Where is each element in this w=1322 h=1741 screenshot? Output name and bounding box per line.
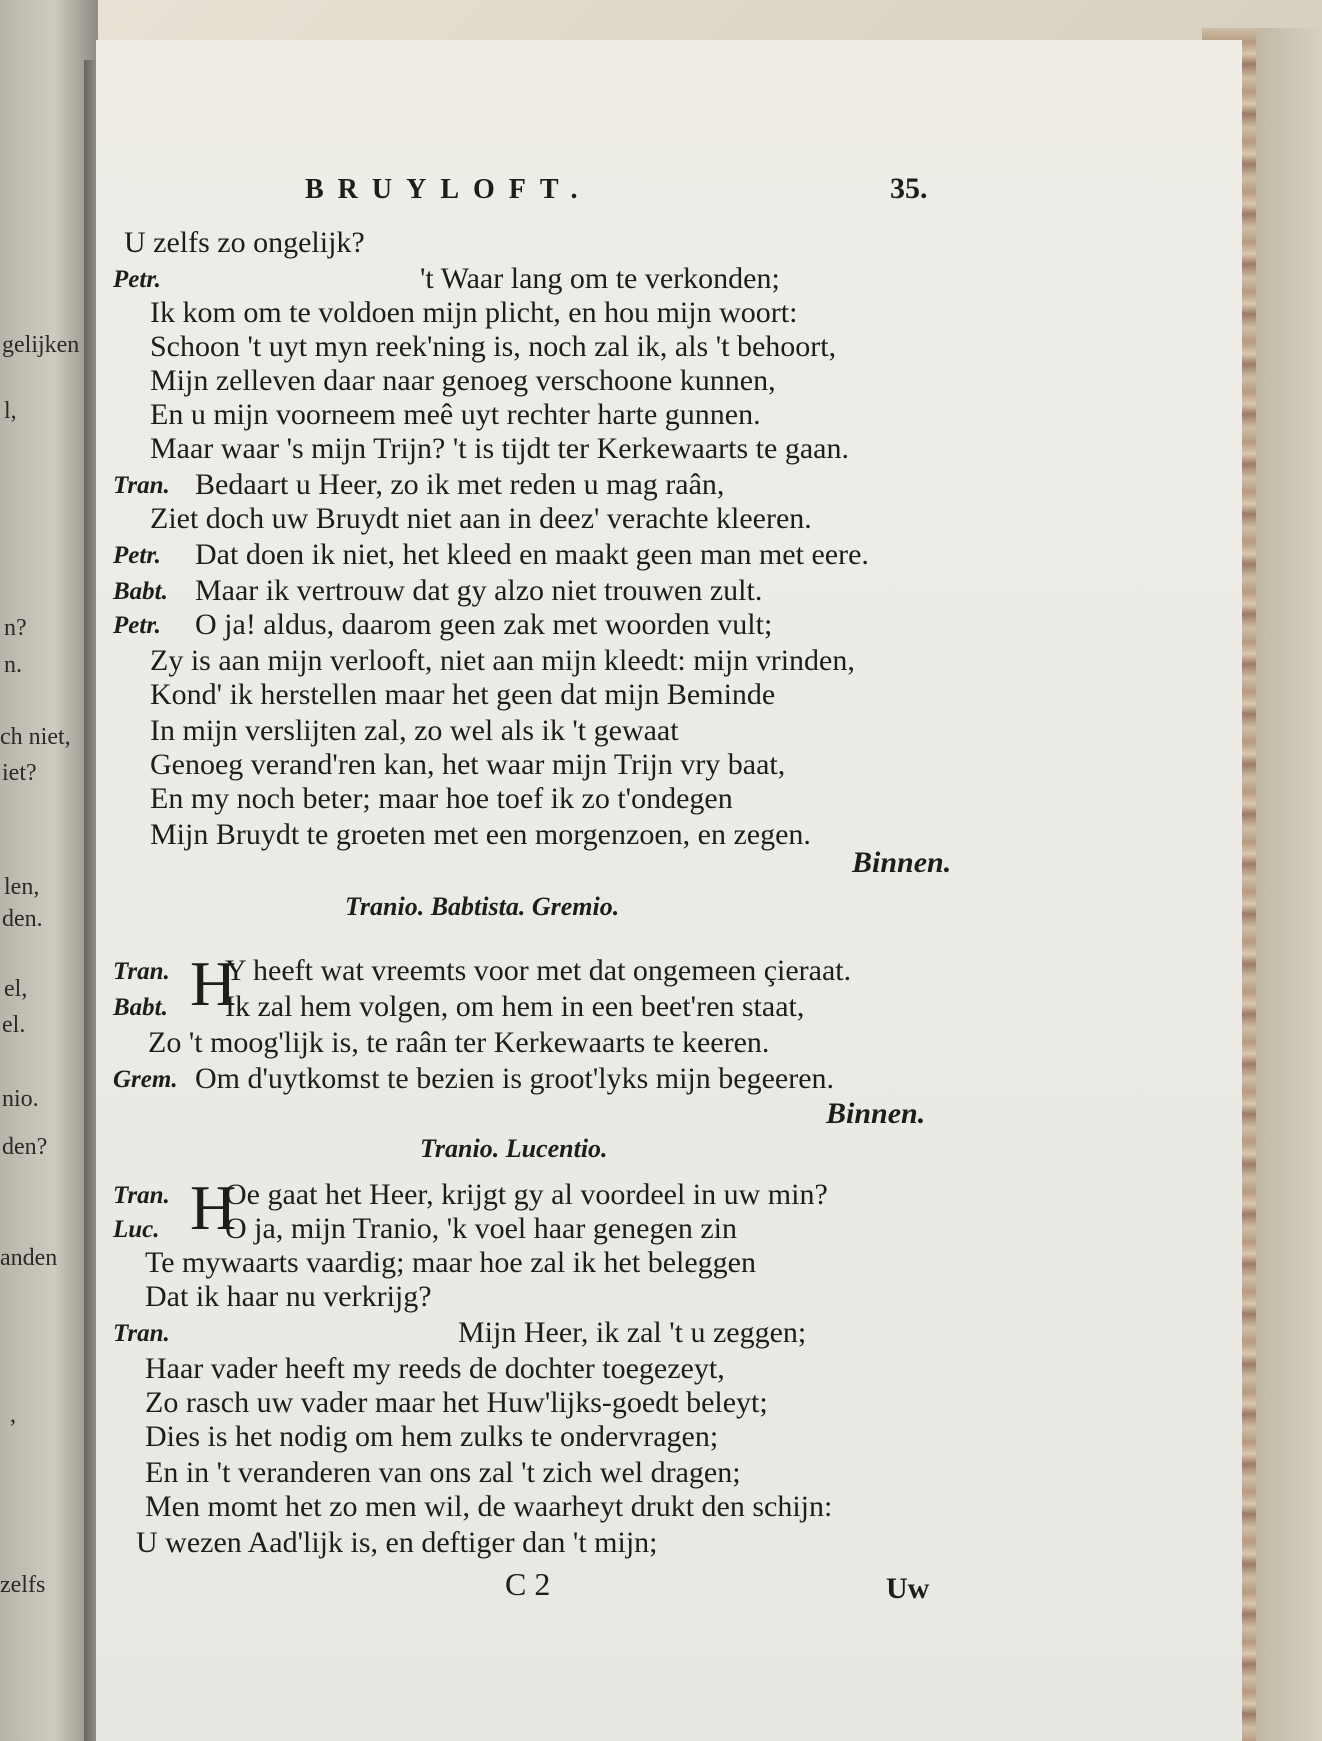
initial-capital: H	[190, 948, 237, 1019]
verse-line: Mijn Heer, ik zal 't u zeggen;	[458, 1316, 807, 1349]
left-fragment: anden	[0, 1245, 58, 1271]
catchword: Uw	[886, 1572, 930, 1605]
speaker-label: Babt.	[113, 578, 168, 605]
speaker-label: Petr.	[113, 542, 161, 569]
speaker-label: Luc.	[113, 1216, 160, 1243]
verse-line: Haar vader heeft my reeds de dochter toegezeyt,	[145, 1352, 725, 1385]
speaker-label: Babt.	[113, 994, 168, 1021]
verse-line: Men momt het zo men wil, de waarheyt drukt den schijn:	[145, 1490, 833, 1523]
verse-line: Maar waar 's mijn Trijn? 't is tijdt ter Kerkewaarts te gaan.	[150, 432, 849, 465]
verse-line: Dies is het nodig om hem zulks te ondervragen;	[145, 1420, 719, 1453]
signature-mark: C 2	[505, 1566, 551, 1602]
verse-line: En in 't veranderen van ons zal 't zich wel dragen;	[145, 1456, 741, 1489]
verse-line: Y heeft wat vreemts voor met dat ongemeen çieraat.	[225, 954, 852, 987]
verse-line: Zy is aan mijn verlooft, niet aan mijn kleedt: mijn vrinden,	[150, 644, 855, 677]
stage-direction-exit: Binnen.	[826, 1097, 926, 1130]
verse-line: Mijn zelleven daar naar genoeg verschoone kunnen,	[150, 364, 776, 397]
verse-line: Bedaart u Heer, zo ik met reden u mag raân,	[195, 468, 725, 501]
left-fragment: el,	[4, 976, 28, 1002]
left-fragment: den?	[2, 1134, 48, 1160]
verse-line: Zo 't moog'lijk is, te raân ter Kerkewaarts te keeren.	[148, 1026, 770, 1059]
verse-line: En u mijn voorneem meê uyt rechter harte gunnen.	[150, 398, 761, 431]
speaker-label: Grem.	[113, 1066, 178, 1093]
left-fragment: n.	[4, 652, 22, 678]
verse-line: Ik zal hem volgen, om hem in een beet'ren staat,	[225, 990, 805, 1023]
speaker-label: Petr.	[113, 266, 161, 293]
left-fragment: iet?	[2, 760, 37, 786]
speaker-label: Tran.	[113, 1182, 170, 1209]
left-fragment: len,	[4, 874, 40, 900]
scene-heading: Tranio. Babtista. Gremio.	[345, 892, 620, 921]
verse-line: 't Waar lang om te verkonden;	[420, 262, 780, 295]
left-fragment: l,	[4, 398, 17, 424]
verse-line: Genoeg verand'ren kan, het waar mijn Trijn vry baat,	[150, 748, 786, 781]
initial-capital: H	[190, 1172, 237, 1243]
scene-heading: Tranio. Lucentio.	[420, 1134, 608, 1163]
speaker-label: Petr.	[113, 612, 161, 639]
stage-direction-exit: Binnen.	[852, 846, 952, 879]
verse-line: Maar ik vertrouw dat gy alzo niet trouwen zult.	[195, 574, 763, 607]
verse-line: Te mywaarts vaardig; maar hoe zal ik het beleggen	[145, 1246, 756, 1279]
verse-line: In mijn verslijten zal, zo wel als ik 't gewaat	[150, 714, 679, 747]
speaker-label: Tran.	[113, 958, 170, 985]
verse-line: Dat ik haar nu verkrijg?	[145, 1280, 432, 1313]
verse-line: Dat doen ik niet, het kleed en maakt geen man met eere.	[195, 538, 869, 571]
page-number: 35.	[890, 172, 928, 205]
verse-line: Zo rasch uw vader maar het Huw'lijks-goedt beleyt;	[145, 1386, 768, 1419]
left-fragment: zelfs	[0, 1572, 46, 1598]
verse-line: Kond' ik herstellen maar het geen dat mijn Beminde	[150, 678, 776, 711]
verse-line: U zelfs zo ongelijk?	[124, 226, 365, 259]
verse-line: Schoon 't uyt myn reek'ning is, noch zal ik, als 't behoort,	[150, 330, 837, 363]
verse-line: U wezen Aad'lijk is, en deftiger dan 't mijn;	[136, 1526, 658, 1559]
verse-line: Mijn Bruydt te groeten met een morgenzoen, en zegen.	[150, 818, 811, 851]
verse-line: Om d'uytkomst te bezien is groot'lyks mijn begeeren.	[195, 1062, 835, 1095]
left-fragment: nio.	[2, 1086, 39, 1112]
verse-line: Ik kom om te voldoen mijn plicht, en hou mijn woort:	[150, 296, 798, 329]
verse-line: Ziet doch uw Bruydt niet aan in deez' verachte kleeren.	[150, 502, 812, 535]
speaker-label: Tran.	[113, 472, 170, 499]
left-fragment: den.	[2, 906, 43, 932]
left-fragment: ch niet,	[0, 724, 71, 750]
verse-line: En my noch beter; maar hoe toef ik zo t'ondegen	[150, 782, 733, 815]
left-fragment: n?	[4, 615, 27, 641]
verse-line: O ja! aldus, daarom geen zak met woorden vult;	[195, 608, 773, 641]
running-head: BRUYLOFT.	[305, 174, 592, 205]
verse-line: O ja, mijn Tranio, 'k voel haar genegen zin	[225, 1212, 737, 1245]
verse-line: Oe gaat het Heer, krijgt gy al voordeel in uw min?	[225, 1178, 828, 1211]
speaker-label: Tran.	[113, 1320, 170, 1347]
left-fragment: el.	[2, 1012, 26, 1038]
left-fragment: gelijken	[2, 332, 80, 358]
left-fragment: ,	[10, 1402, 16, 1428]
